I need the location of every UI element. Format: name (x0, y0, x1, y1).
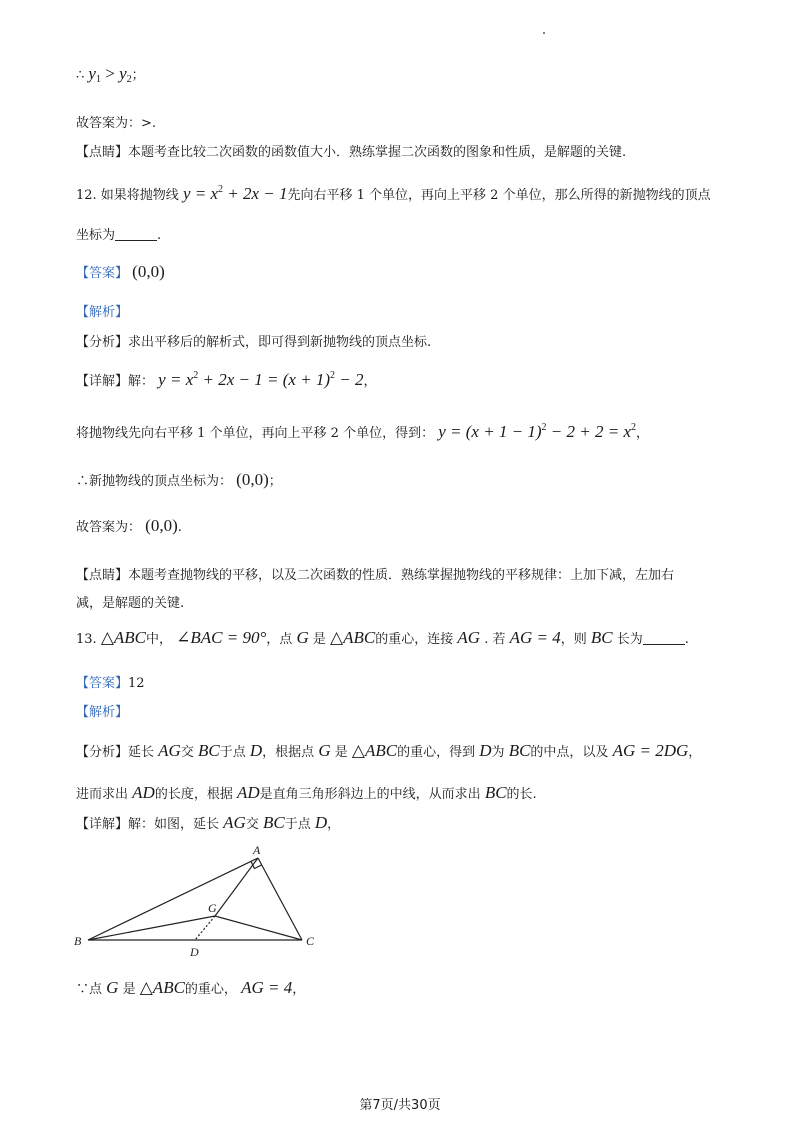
answer-blank (643, 630, 685, 645)
note-line-11: 【点睛】本题考查比较二次函数的函数值大小．熟练掌握二次函数的图象和性质，是解题的关键. (76, 145, 627, 160)
side-ab (88, 858, 258, 940)
analysis-12: 【分析】求出平移后的解析式，即可得到新抛物线的顶点坐标. (76, 335, 432, 350)
math-y2: $y_2$ (119, 64, 132, 85)
vertex-line: ∴新抛物线的顶点坐标为： (0,0)； (76, 470, 282, 489)
question-12-cont: 坐标为 . (76, 228, 162, 243)
segment-gc (215, 916, 302, 940)
note-line-12: 【点睛】本题考查抛物线的平移，以及二次函数的性质．熟练掌握抛物线的平移规律：上加下减，左加右 (76, 568, 675, 583)
analysis-13-cont: 进而求出 AD的长度，根据 AD是直角三角形斜边上的中线，从而求出 BC的长. (76, 783, 537, 802)
page-footer: 第7页/共30页 (359, 1098, 441, 1113)
answer-13: 【答案】12 (76, 676, 145, 691)
answer-blank (115, 226, 157, 241)
label-g: G (208, 901, 217, 915)
triangle-figure (70, 838, 330, 970)
analysis-label-13: 【解析】 (76, 705, 129, 720)
detail-13: 【详解】解：如图，延长 AG交 BC于点 D， (76, 813, 341, 832)
translation-line: 将抛物线先向右平移 1 个单位，再向上平移 2 个单位，得到： $y = (x + 1 - 1)^2 - 2 + 2 = x^2$， (76, 422, 650, 441)
answer-line-12: 故答案为： (0,0). (76, 516, 182, 535)
scan-dot (543, 32, 545, 34)
math-expansion: $y = x^2 + 2x - 1 = (x + 1)^2 - 2$ (158, 370, 364, 389)
note-line-12-cont: 减，是解题的关键. (76, 596, 185, 611)
analysis-13: 【分析】延长 AG交 BC于点 D，根据点 G 是 △ABC的重心，得到 D为 BC的中点，以及 AG = 2DG， (76, 741, 702, 760)
conclusion-line: ∴ $y_1 > y_2$； (76, 64, 145, 85)
detail-12: 【详解】解： $y = x^2 + 2x - 1 = (x + 1)^2 - 2$， (76, 370, 377, 389)
answer-12: 【答案】 (0,0) (76, 262, 165, 281)
math-translated: $y = (x + 1 - 1)^2 - 2 + 2 = x^2$ (438, 422, 637, 441)
label-d: D (190, 945, 199, 959)
segment-bg (88, 916, 215, 940)
math-y1: $y_1$ (88, 64, 101, 85)
label-a: A (253, 843, 261, 857)
side-ac (258, 858, 302, 940)
label-c: C (306, 934, 315, 948)
since-line: ∵点 G 是 △ABC的重心， AG = 4， (76, 978, 306, 997)
question-12: 12. 如果将抛物线 $y = x^2 + 2x - 1$先向右平移 1 个单位，再向上平移 2 个单位，那么所得的新抛物线的顶点 (76, 184, 711, 203)
analysis-label-12: 【解析】 (76, 305, 129, 320)
segment-ag (215, 858, 258, 916)
answer-line-11: 故答案为：>. (76, 116, 157, 131)
question-13: 13. △ABC中， ∠BAC = 90°，点 G 是 △ABC的重心，连接 AG . 若 AG = 4，则 BC 长为 . (76, 628, 689, 647)
math-parabola: $y = x^2 + 2x - 1$ (182, 184, 288, 203)
label-b: B (74, 934, 82, 948)
